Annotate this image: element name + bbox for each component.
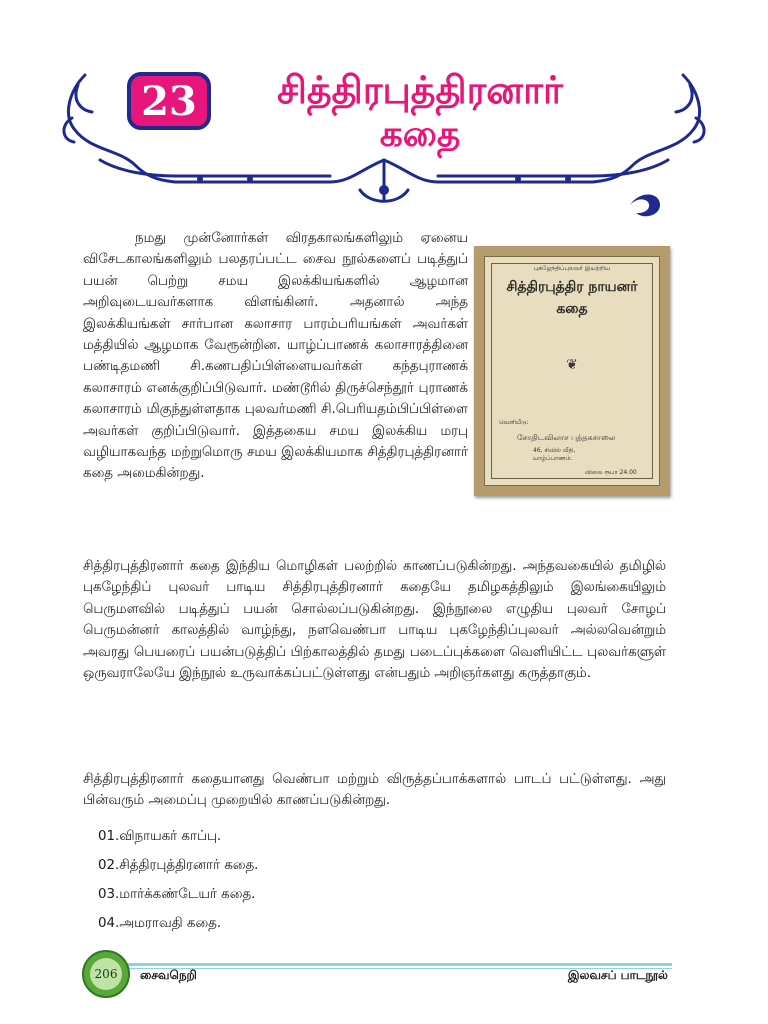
chapter-header (0, 0, 768, 230)
book-cover-address-1: 46, சிவில் வீதி, (533, 447, 576, 454)
book-cover-page (484, 256, 660, 486)
history-paragraph: சித்திரபுத்திரனார் கதை இந்திய மொழிகள் பலற்றில் காணப்படுகின்றது. அந்தவகையில் தமிழில் புகழேந்திப் புலவர் பாடிய சித்திரபுத்திரனார் கதையே தமிழகத்திலும் இலங்கையிலும் பெருமளவில் படித்துப் பயன் சொல்லப்படுகின்றது. இந்நூலை எழுதிய புலவர் சோழப் பெருமன்னர் காலத்தில் வாழ்ந்து, நளவெண்பா பாடிய புகழேந்திப்புலவர் அல்லவென்றும் அவரது பெயரைப் பயன்படுத்திப் பிற்காலத்தில் தமது படைப்புக்களை வெளியிட்ட புலவர்களுள் ஒருவராலேயே இந்நூல் உருவாக்கப்பட்டுள்ளது என்பதும் அறிஞர்களது கருத்தாகும். (83, 559, 666, 682)
book-cover-image (474, 246, 670, 496)
book-cover-title-2: கதை (556, 301, 588, 317)
contents-list (98, 826, 258, 942)
chapter-number-badge: 23 (127, 72, 211, 130)
book-cover-emblem-icon: ❦ (566, 357, 578, 373)
book-cover-price: விலை ரூபா 24.00 (585, 469, 637, 476)
list-item: 03.மார்க்கண்டேயர் கதை. (98, 887, 256, 902)
footer-book-type: இலவசப் பாடநூல் (567, 968, 668, 982)
structure-paragraph: சித்திரபுத்திரனார் கதையானது வெண்பா மற்றும் விருத்தப்பாக்களால் பாடப் பட்டுள்ளது. அது பின்வரும் அமைப்பு முறையில் காணப்படுகின்றது. (83, 772, 666, 809)
book-cover-address-2: யாழ்ப்பாணம். (533, 455, 573, 462)
book-cover-publisher: சோதிடவிலாச புத்தகசாலை (517, 433, 616, 442)
book-cover-top-line: புகழேந்திப்புலவர் இயற்றிய (533, 265, 611, 272)
book-cover-title: சித்திரபுத்திர நாயனர் (506, 279, 638, 295)
list-item: 04.அமராவதி கதை. (98, 916, 222, 931)
page-number-badge (82, 950, 130, 998)
list-item: 02.சித்திரபுத்திரனார் கதை. (98, 858, 259, 873)
chapter-title-line2: கதை (379, 114, 461, 155)
list-item: 01.விநாயகர் காப்பு. (98, 829, 222, 844)
intro-paragraph-text: நமது முன்னோர்கள் விரதகாலங்களிலும் ஏனைய விசேடகாலங்களிலும் பலதரப்பட்ட சைவ நூல்களைப் படித்துப் பயன் பெற்று சமய இலக்கியங்களில் ஆழமான அறிவுடையவர்களாக விளங்கினர். அதனால் அந்த இலக்கியங்கள் சார்பான கலாசார பாரம்பரியங்கள் அவர்கள் மத்தியில் ஆழமாக வேரூன்றின. யாழ்ப்பாணக் கலாசாரத்தினை பண்டிதமணி சி.கணபதிப்பிள்ளையவர்கள் கந்தபுராணக் கலாசாரம் எனக்குறிப்பிடுவார். மண்டூரில் திருச்செந்தூர் புராணக் கலாசாரம் மிகுந்துள்ளதாக புலவர்மணி சி.பெரியதம்பிப்பிள்ளை அவர்கள் குறிப்பிடுவார். இத்தகைய சமய இலக்கிய மரபு வழியாகவந்த மற்றுமொரு சமய இலக்கியமாக சித்திரபுத்திரனார் கதை அமைகின்றது. (83, 231, 468, 482)
footer-subject: சைவநெறி (140, 968, 197, 982)
page-number: 206 (90, 958, 122, 990)
chapter-title-line1: சித்திரபுத்திரனார் (277, 68, 563, 112)
intro-paragraph (83, 228, 468, 485)
book-cover-publisher-label: வெளியீடு: (499, 419, 529, 426)
footer-divider (112, 963, 672, 966)
